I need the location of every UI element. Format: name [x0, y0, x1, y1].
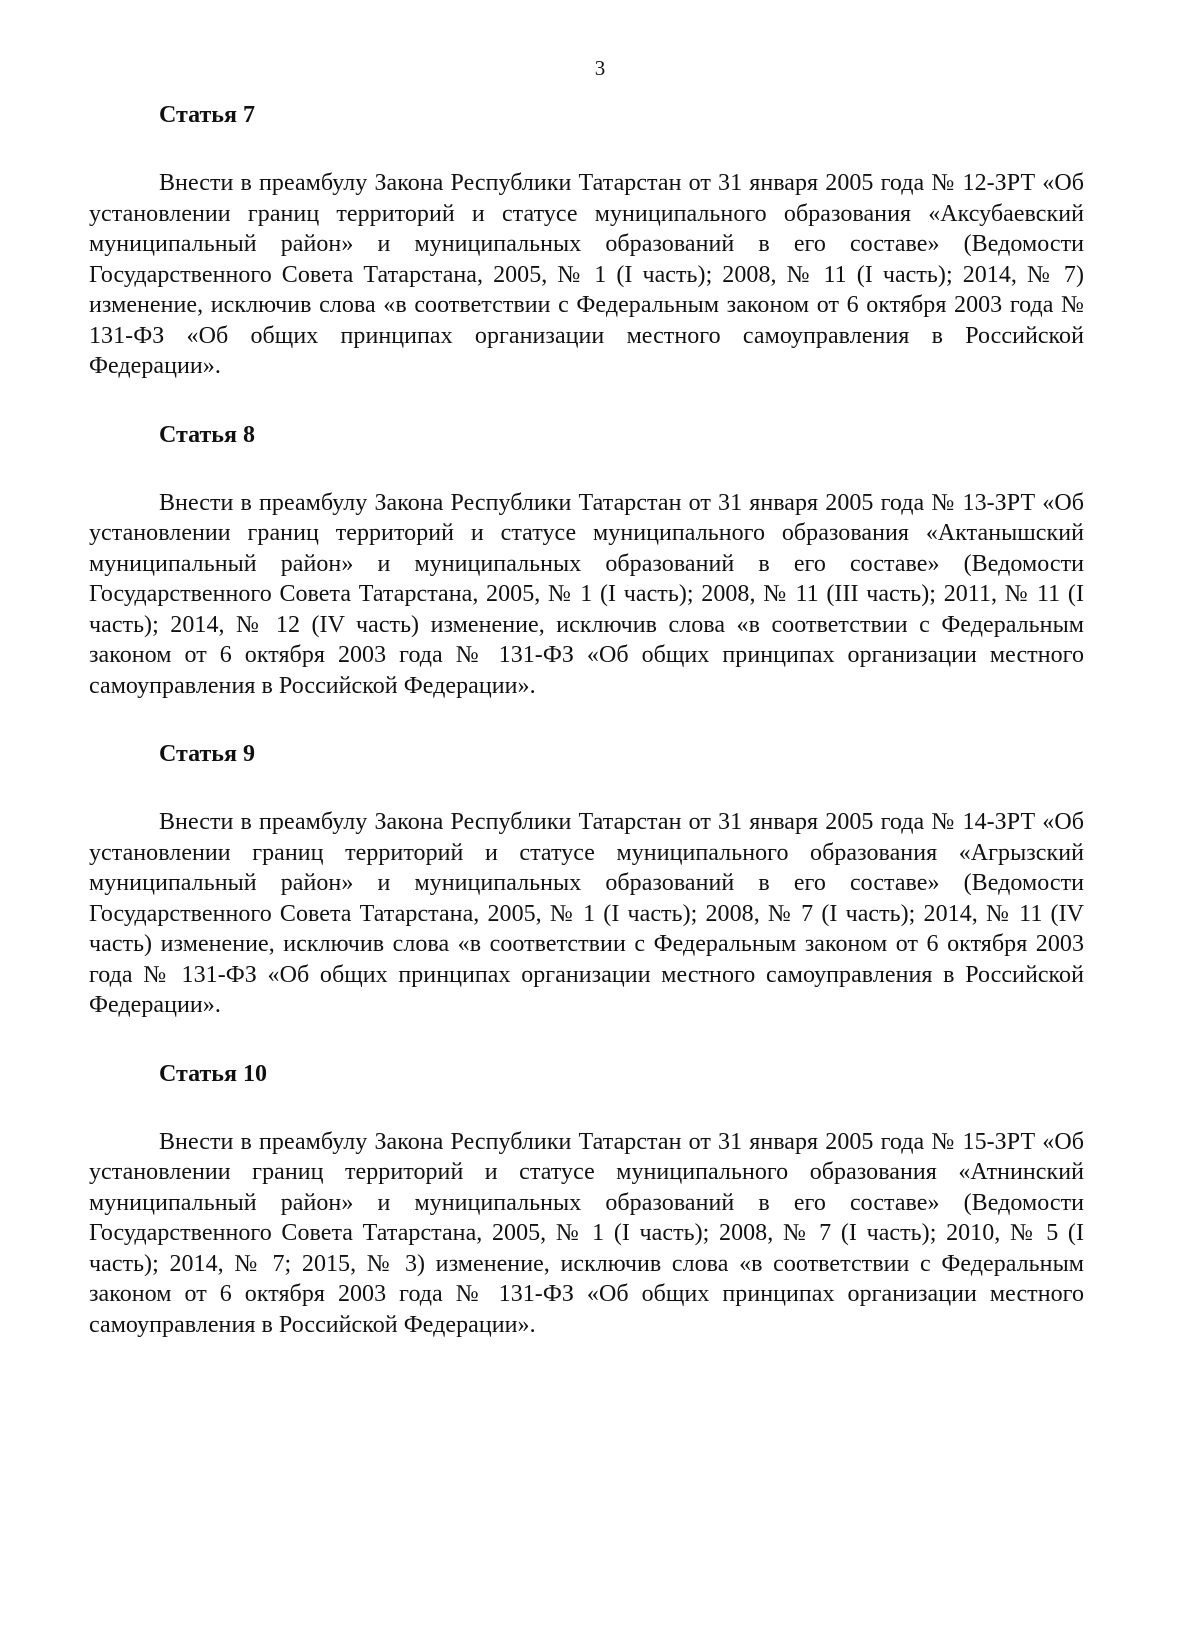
article-heading: Статья 10 [159, 1060, 267, 1087]
document-body [89, 100, 1084, 1340]
article-heading: Статья 8 [159, 421, 255, 448]
article-text: Внести в преамбулу Закона Республики Татарстан от 31 января 2005 года № 15-ЗРТ «Об установлении границ территорий и статусе муниципального образования «Атнинский муниципальный район» и муниципальных образований в его составе» (Ведомости Государственного Совета Татарстана, 2005, № 1 (I часть); 2008, № 7 (I часть); 2010, № 5 (I часть); 2014, № 7; 2015, № 3) изменение, исключив слова «в соответствии с Федеральным законом от 6 октября 2003 года № 131-ФЗ «Об общих принципах организации местного самоуправления в Российской Федерации». [89, 1128, 1084, 1338]
article-7 [89, 100, 1084, 382]
article-10 [89, 1059, 1084, 1341]
article-text: Внести в преамбулу Закона Республики Татарстан от 31 января 2005 года № 13-ЗРТ «Об установлении границ территорий и статусе муниципального образования «Актанышский муниципальный район» и муниципальных образований в его составе» (Ведомости Государственного Совета Татарстана, 2005, № 1 (I часть); 2008, № 11 (III часть); 2011, № 11 (I часть); 2014, № 12 (IV часть) изменение, исключив слова «в соответствии с Федеральным законом от 6 октября 2003 года № 131-ФЗ «Об общих принципах организации местного самоуправления в Российской Федерации». [89, 489, 1084, 699]
article-heading: Статья 7 [159, 102, 255, 128]
article-heading: Статья 9 [159, 741, 255, 767]
article-8 [89, 420, 1084, 702]
article-9 [89, 739, 1084, 1021]
article-text: Внести в преамбулу Закона Республики Татарстан от 31 января 2005 года № 12-ЗРТ «Об установлении границ территорий и статусе муниципального образования «Аксубаевский муниципальный район» и муниципальных образований в его составе» (Ведомости Государственного Совета Татарстана, 2005, № 1 (I часть); 2008, № 11 (I часть); 2014, № 7) изменение, исключив слова «в соответствии с Федеральным законом от 6 октября 2003 года № 131-ФЗ «Об общих принципах организации местного самоуправления в Российской Федерации». [89, 170, 1084, 379]
page-number: 3 [594, 56, 606, 80]
article-text: Внести в преамбулу Закона Республики Татарстан от 31 января 2005 года № 14-ЗРТ «Об установлении границ территорий и статусе муниципального образования «Агрызский муниципальный район» и муниципальных образований в его составе» (Ведомости Государственного Совета Татарстана, 2005, № 1 (I часть); 2008, № 7 (I часть); 2014, № 11 (IV часть) изменение, исключив слова «в соответствии с Федеральным законом от 6 октября 2003 года № 131-ФЗ «Об общих принципах организации местного самоуправления в Российской Федерации». [89, 809, 1084, 1018]
